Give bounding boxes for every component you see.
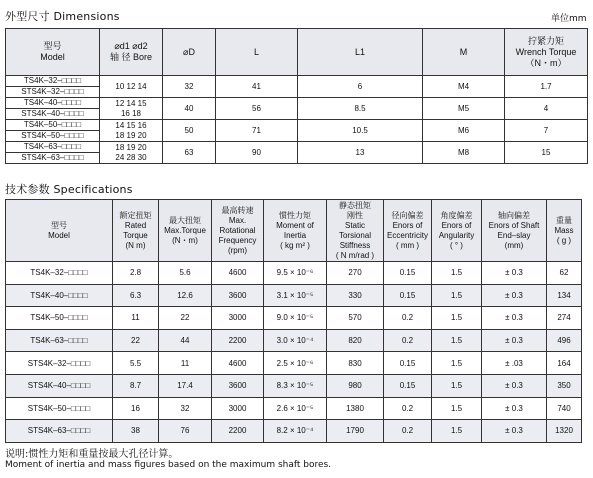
header-line: 惯性力矩 xyxy=(279,210,311,220)
header-line: Torque xyxy=(123,230,148,240)
header-line: Moment of xyxy=(276,220,314,230)
spec-model-cell: TS4K–63–□□□□ xyxy=(6,329,113,352)
spec-row xyxy=(6,420,582,443)
spec-max-cell: 76 xyxy=(159,420,212,443)
spec-rpm-cell: 3600 xyxy=(212,374,264,397)
spec-model-cell: TS4K–32–□□□□ xyxy=(6,262,113,285)
dim-header-cell xyxy=(100,29,163,76)
header-line: Max. xyxy=(228,215,247,225)
dim-header-cell xyxy=(505,29,588,76)
dim-m-cell: M8 xyxy=(423,142,505,164)
header-line: （N・m） xyxy=(525,57,567,68)
model-cell: TS4K–50–□□□□ xyxy=(6,120,100,131)
spec-inertia-cell: 2.5 × 10⁻⁶ xyxy=(264,352,327,375)
spec-stiff-cell: 330 xyxy=(327,284,384,307)
spec-ecc-cell: 0.2 xyxy=(384,307,432,330)
dim-torque-cell: 1.7 xyxy=(505,76,588,98)
spec-ang-cell: 1.5 xyxy=(432,397,482,420)
header-line: (N m) xyxy=(125,240,146,250)
spec-header-cell xyxy=(432,200,482,262)
header-line: Rotational xyxy=(219,225,256,235)
spec-header-cell xyxy=(327,200,384,262)
spec-mass-cell: 496 xyxy=(547,329,582,352)
header-line: 轴 径 Bore xyxy=(109,52,152,62)
spec-inertia-cell: 9.0 × 10⁻⁵ xyxy=(264,307,327,330)
header-line: Static xyxy=(344,220,365,230)
header-line: 角度偏差 xyxy=(440,210,473,220)
spec-inertia-cell: 8.2 × 10⁻⁴ xyxy=(264,420,327,443)
spec-ang-cell: 1.5 xyxy=(432,284,482,307)
spec-mass-cell: 134 xyxy=(547,284,582,307)
spec-shaft-cell: ± 0.3 xyxy=(482,420,547,443)
header-line: 最高转速 xyxy=(221,205,254,215)
spec-mass-cell: 350 xyxy=(547,374,582,397)
spec-rated-cell: 5.5 xyxy=(113,352,159,375)
header-line: 型号 xyxy=(51,220,67,230)
spec-shaft-cell: ± 0.3 xyxy=(482,262,547,285)
dim-l1-cell: 10.5 xyxy=(298,120,423,142)
header-line: ( kg m² ) xyxy=(280,240,310,250)
header-line: Model xyxy=(48,230,70,240)
bore-line: 18 19 20 xyxy=(115,130,147,140)
spec-row xyxy=(6,397,582,420)
spec-stiff-cell: 270 xyxy=(327,262,384,285)
dimensions-table xyxy=(5,28,588,164)
spec-mass-cell: 164 xyxy=(547,352,582,375)
header-line: 最大扭矩 xyxy=(169,215,201,225)
header-line: 重量 xyxy=(556,215,572,225)
spec-max-cell: 32 xyxy=(159,397,212,420)
unit-label: 单位mm xyxy=(551,14,587,24)
spec-mass-cell: 62 xyxy=(547,262,582,285)
spec-ang-cell: 1.5 xyxy=(432,420,482,443)
note-zh: 说明:惯性力矩和重量按最大孔径计算。 xyxy=(5,449,179,460)
spec-ang-cell: 1.5 xyxy=(432,374,482,397)
spec-max-cell: 5.6 xyxy=(159,262,212,285)
spec-stiff-cell: 570 xyxy=(327,307,384,330)
spec-inertia-cell: 9.5 × 10⁻⁶ xyxy=(264,262,327,285)
dim-m-cell: M5 xyxy=(423,98,505,120)
spec-rated-cell: 2.8 xyxy=(113,262,159,285)
spec-max-cell: 12.6 xyxy=(159,284,212,307)
header-line: ⌀D xyxy=(183,46,195,57)
spec-model-cell: STS4K–32–□□□□ xyxy=(6,352,113,375)
spec-header-cell xyxy=(264,200,327,262)
header-line: 径向偏差 xyxy=(391,210,424,220)
dimensions-title: 外型尺寸 Dimensions xyxy=(5,10,120,23)
spec-inertia-cell: 2.6 × 10⁻⁵ xyxy=(264,397,327,420)
dim-l-cell: 56 xyxy=(216,98,298,120)
spec-shaft-cell: ± 0.3 xyxy=(482,374,547,397)
header-line: End–slay xyxy=(497,230,531,240)
dim-torque-cell: 4 xyxy=(505,98,588,120)
header-line: Wrench Torque xyxy=(515,46,577,57)
header-line: 轴向偏差 xyxy=(498,210,530,220)
model-cell: STS4K–50–□□□□ xyxy=(6,131,100,142)
dim-l1-cell: 8.5 xyxy=(298,98,423,120)
bore-cell xyxy=(100,142,163,164)
spec-ang-cell: 1.5 xyxy=(432,262,482,285)
spec-row xyxy=(6,352,582,375)
spec-inertia-cell: 8.3 × 10⁻⁵ xyxy=(264,374,327,397)
bore-line: 16 18 xyxy=(120,108,142,118)
dim-row xyxy=(6,98,588,109)
dim-d-cell: 63 xyxy=(163,142,216,164)
header-line: Angularity xyxy=(438,230,475,240)
dim-header-cell xyxy=(423,29,505,76)
bore-cell xyxy=(100,98,163,120)
dim-header-cell xyxy=(298,29,423,76)
header-line: ( ° ) xyxy=(450,240,463,250)
spec-rpm-cell: 2200 xyxy=(212,420,264,443)
spec-model-cell: TS4K–40–□□□□ xyxy=(6,284,113,307)
spec-shaft-cell: ± 0.3 xyxy=(482,397,547,420)
spec-mass-cell: 740 xyxy=(547,397,582,420)
spec-inertia-cell: 3.0 × 10⁻⁴ xyxy=(264,329,327,352)
spec-rated-cell: 16 xyxy=(113,397,159,420)
header-line: 型号 xyxy=(43,41,62,51)
header-line: 刚性 xyxy=(347,210,363,220)
spec-ang-cell: 1.5 xyxy=(432,352,482,375)
dim-d-cell: 32 xyxy=(163,76,216,98)
spec-header-cell xyxy=(212,200,264,262)
spec-row xyxy=(6,374,582,397)
spec-stiff-cell: 1380 xyxy=(327,397,384,420)
spec-header-cell xyxy=(482,200,547,262)
model-cell: STS4K–32–□□□□ xyxy=(6,87,100,98)
header-line: (rpm) xyxy=(227,245,248,255)
header-line: (N・m) xyxy=(172,235,198,245)
spec-model-cell: TS4K–50–□□□□ xyxy=(6,307,113,330)
header-line: Enors of xyxy=(392,220,423,230)
model-cell: TS4K–32–□□□□ xyxy=(6,76,100,87)
bore-line: 14 15 16 xyxy=(115,120,147,130)
header-line: 额定扭矩 xyxy=(119,210,152,220)
dim-row xyxy=(6,142,588,153)
bore-line: 24 28 30 xyxy=(115,152,147,162)
dim-d-cell: 50 xyxy=(163,120,216,142)
spec-ang-cell: 1.5 xyxy=(432,329,482,352)
header-line: ⌀d1 ⌀d2 xyxy=(114,41,148,51)
model-cell: STS4K–40–□□□□ xyxy=(6,109,100,120)
spec-ecc-cell: 0.15 xyxy=(384,284,432,307)
spec-ecc-cell: 0.2 xyxy=(384,329,432,352)
bore-line: 18 19 20 xyxy=(115,142,147,152)
header-line: Max.Torque xyxy=(164,225,206,235)
spec-rated-cell: 22 xyxy=(113,329,159,352)
spec-max-cell: 44 xyxy=(159,329,212,352)
header-line: Rated xyxy=(124,220,147,230)
spec-ecc-cell: 0.2 xyxy=(384,420,432,443)
dim-l-cell: 90 xyxy=(216,142,298,164)
spec-header-cell xyxy=(547,200,582,262)
specifications-title: 技术参数 Specifications xyxy=(5,183,133,196)
spec-row xyxy=(6,329,582,352)
dim-l1-cell: 6 xyxy=(298,76,423,98)
header-line: ( N m/rad ) xyxy=(335,250,375,260)
header-line: (mm) xyxy=(504,240,524,250)
dim-l-cell: 71 xyxy=(216,120,298,142)
header-line: Stiffness xyxy=(339,240,371,250)
header-line: Enors of Shaft xyxy=(488,220,540,230)
spec-stiff-cell: 1790 xyxy=(327,420,384,443)
dim-header-cell xyxy=(163,29,216,76)
spec-shaft-cell: ± 0.3 xyxy=(482,307,547,330)
spec-model-cell: STS4K–50–□□□□ xyxy=(6,397,113,420)
header-line: 静态扭矩 xyxy=(339,200,371,210)
spec-ecc-cell: 0.15 xyxy=(384,262,432,285)
spec-rated-cell: 11 xyxy=(113,307,159,330)
spec-ecc-cell: 0.15 xyxy=(384,352,432,375)
model-cell: TS4K–40–□□□□ xyxy=(6,98,100,109)
model-cell: TS4K–63–□□□□ xyxy=(6,142,100,153)
dim-l-cell: 41 xyxy=(216,76,298,98)
bore-line: 10 12 14 xyxy=(115,81,147,91)
dim-l1-cell: 13 xyxy=(298,142,423,164)
header-line: L xyxy=(253,46,259,57)
header-line: Eccentricity xyxy=(387,230,428,240)
header-line: Frequency xyxy=(218,235,257,245)
spec-rpm-cell: 2200 xyxy=(212,329,264,352)
spec-stiff-cell: 820 xyxy=(327,329,384,352)
spec-row xyxy=(6,262,582,285)
bore-line: 12 14 15 xyxy=(115,98,147,108)
spec-model-cell: STS4K–63–□□□□ xyxy=(6,420,113,443)
header-line: M xyxy=(459,46,468,57)
dim-row xyxy=(6,120,588,131)
header-line: Enors of xyxy=(441,220,472,230)
spec-shaft-cell: ± .03 xyxy=(482,352,547,375)
spec-rpm-cell: 3600 xyxy=(212,284,264,307)
spec-header-cell xyxy=(113,200,159,262)
spec-mass-cell: 1320 xyxy=(547,420,582,443)
spec-max-cell: 11 xyxy=(159,352,212,375)
header-line: Torsional xyxy=(338,230,371,240)
dim-m-cell: M6 xyxy=(423,120,505,142)
dim-row xyxy=(6,76,588,87)
spec-ang-cell: 1.5 xyxy=(432,307,482,330)
spec-stiff-cell: 980 xyxy=(327,374,384,397)
dim-torque-cell: 15 xyxy=(505,142,588,164)
spec-max-cell: 17.4 xyxy=(159,374,212,397)
spec-rated-cell: 38 xyxy=(113,420,159,443)
spec-rpm-cell: 3000 xyxy=(212,307,264,330)
spec-shaft-cell: ± 0.3 xyxy=(482,329,547,352)
spec-ecc-cell: 0.2 xyxy=(384,397,432,420)
spec-rpm-cell: 4600 xyxy=(212,262,264,285)
spec-header-cell xyxy=(159,200,212,262)
spec-row xyxy=(6,284,582,307)
spec-row xyxy=(6,307,582,330)
spec-stiff-cell: 830 xyxy=(327,352,384,375)
bore-cell xyxy=(100,76,163,98)
spec-rpm-cell: 4600 xyxy=(212,352,264,375)
header-line: Mass xyxy=(554,225,574,235)
header-line: L1 xyxy=(354,46,365,57)
spec-mass-cell: 274 xyxy=(547,307,582,330)
dim-d-cell: 40 xyxy=(163,98,216,120)
bore-cell xyxy=(100,120,163,142)
note-en: Moment of inertia and mass figures based on the maximum shaft bores. xyxy=(5,460,332,470)
spec-rated-cell: 6.3 xyxy=(113,284,159,307)
spec-shaft-cell: ± 0.3 xyxy=(482,284,547,307)
dim-m-cell: M4 xyxy=(423,76,505,98)
header-line: Inertia xyxy=(283,230,307,240)
header-line: ( g ) xyxy=(556,235,572,245)
dim-header-cell xyxy=(6,29,100,76)
header-line: Model xyxy=(40,52,65,62)
model-cell: STS4K–63–□□□□ xyxy=(6,153,100,164)
spec-rated-cell: 8.7 xyxy=(113,374,159,397)
spec-rpm-cell: 3000 xyxy=(212,397,264,420)
spec-header-cell xyxy=(384,200,432,262)
header-line: 拧紧力矩 xyxy=(527,35,564,46)
specifications-table xyxy=(5,199,582,443)
spec-model-cell: STS4K–40–□□□□ xyxy=(6,374,113,397)
spec-inertia-cell: 3.1 × 10⁻⁵ xyxy=(264,284,327,307)
spec-ecc-cell: 0.15 xyxy=(384,374,432,397)
spec-max-cell: 22 xyxy=(159,307,212,330)
dim-header-cell xyxy=(216,29,298,76)
header-line: ( mm ) xyxy=(395,240,420,250)
dim-torque-cell: 7 xyxy=(505,120,588,142)
spec-header-cell xyxy=(6,200,113,262)
